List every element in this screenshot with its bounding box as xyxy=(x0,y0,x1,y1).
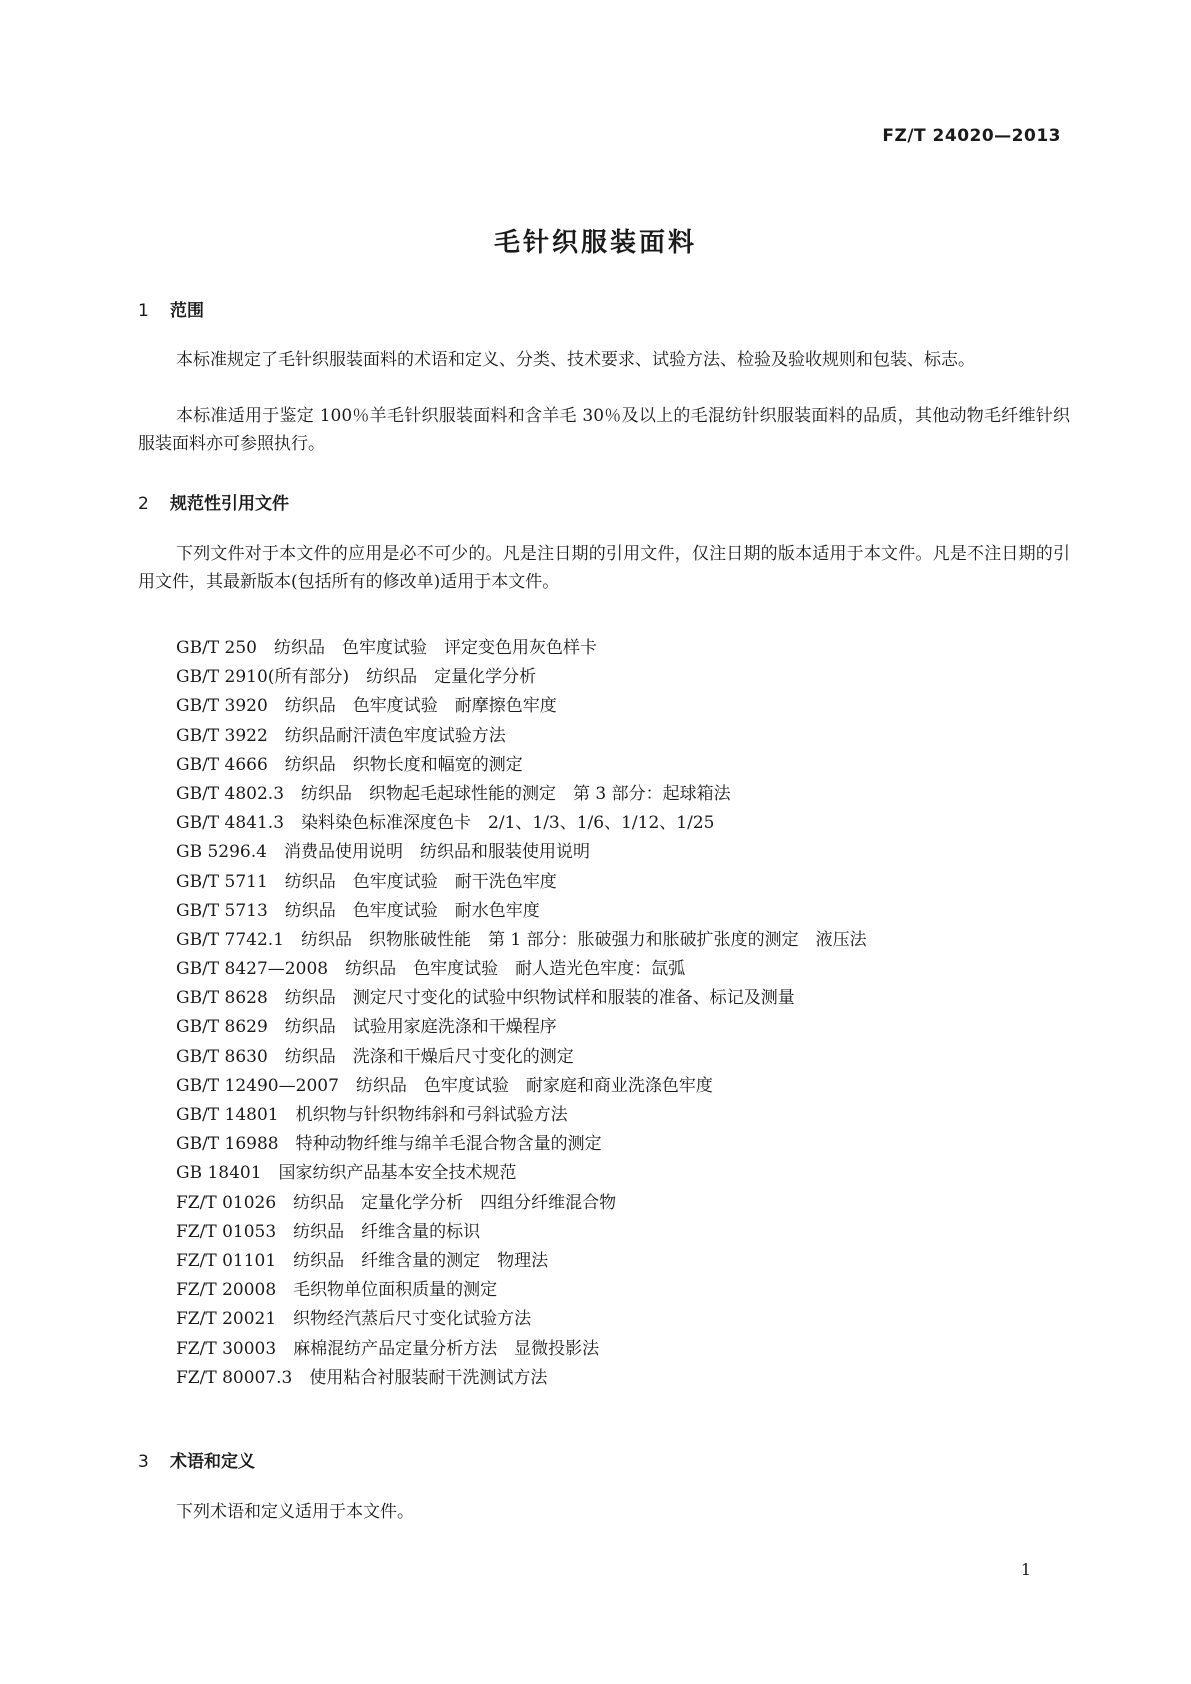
reference-item: GB/T 8628 纺织品 测定尺寸变化的试验中织物试样和服装的准备、标记及测量 xyxy=(176,988,795,1009)
page-number: 1 xyxy=(1020,1560,1031,1579)
section-3-heading xyxy=(138,1447,255,1472)
section-title: 术语和定义 xyxy=(170,1452,255,1472)
section-title: 规范性引用文件 xyxy=(170,494,289,514)
references-intro-paragraph: 下列文件对于本文件的应用是必不可少的。凡是注日期的引用文件，仅注日期的版本适用于本文件。凡是不注日期的引用文件，其最新版本(包括所有的修改单)适用于本文件。 xyxy=(138,544,1070,592)
reference-item: GB/T 4802.3 纺织品 织物起毛起球性能的测定 第 3 部分：起球箱法 xyxy=(176,783,731,804)
reference-item: FZ/T 30003 麻棉混纺产品定量分析方法 显微投影法 xyxy=(176,1338,600,1359)
reference-item: GB/T 7742.1 纺织品 织物胀破性能 第 1 部分：胀破强力和胀破扩张度的测定 液压法 xyxy=(176,929,867,950)
terms-intro-paragraph: 下列术语和定义适用于本文件。 xyxy=(176,1502,414,1522)
reference-item: GB/T 4666 纺织品 织物长度和幅宽的测定 xyxy=(176,754,523,775)
reference-item: FZ/T 80007.3 使用粘合衬服装耐干洗测试方法 xyxy=(176,1367,548,1388)
reference-item: GB/T 4841.3 染料染色标准深度色卡 2/1、1/3、1/6、1/12、1/25 xyxy=(176,813,715,834)
reference-item: GB/T 16988 特种动物纤维与绵羊毛混合物含量的测定 xyxy=(176,1134,602,1155)
reference-item: FZ/T 20021 织物经汽蒸后尺寸变化试验方法 xyxy=(176,1309,532,1330)
reference-item: GB/T 12490—2007 纺织品 色牢度试验 耐家庭和商业洗涤色牢度 xyxy=(176,1075,713,1096)
section-number: 2 xyxy=(138,494,149,514)
reference-item: GB/T 8630 纺织品 洗涤和干燥后尺寸变化的测定 xyxy=(176,1046,574,1067)
reference-item: GB 18401 国家纺织产品基本安全技术规范 xyxy=(176,1163,517,1184)
reference-item: GB 5296.4 消费品使用说明 纺织品和服装使用说明 xyxy=(176,842,590,863)
scope-paragraph-1: 本标准规定了毛针织服装面料的术语和定义、分类、技术要求、试验方法、检验及验收规则和包装、标志。 xyxy=(176,350,975,370)
section-2-heading xyxy=(138,489,289,514)
reference-item: FZ/T 20008 毛织物单位面积质量的测定 xyxy=(176,1280,498,1301)
reference-item: FZ/T 01101 纺织品 纤维含量的测定 物理法 xyxy=(176,1250,549,1271)
reference-item: GB/T 2910(所有部分) 纺织品 定量化学分析 xyxy=(176,667,537,688)
scope-paragraph-2: 本标准适用于鉴定 100％羊毛针织服装面料和含羊毛 30％及以上的毛混纺针织服装面料的品质，其他动物毛纤维针织服装面料亦可参照执行。 xyxy=(138,406,1070,454)
reference-item: GB/T 8427—2008 纺织品 色牢度试验 耐人造光色牢度：氙弧 xyxy=(176,959,686,980)
reference-item: GB/T 14801 机织物与针织物纬斜和弓斜试验方法 xyxy=(176,1105,568,1125)
section-number: 1 xyxy=(138,301,149,321)
reference-item: GB/T 250 纺织品 色牢度试验 评定变色用灰色样卡 xyxy=(176,638,597,658)
section-1-heading xyxy=(138,296,204,321)
reference-item: GB/T 3922 纺织品耐汗渍色牢度试验方法 xyxy=(176,725,506,746)
section-number: 3 xyxy=(138,1452,149,1472)
reference-item: GB/T 3920 纺织品 色牢度试验 耐摩擦色牢度 xyxy=(176,696,557,717)
reference-item: FZ/T 01053 纺织品 纤维含量的标识 xyxy=(176,1221,481,1242)
reference-item: FZ/T 01026 纺织品 定量化学分析 四组分纤维混合物 xyxy=(176,1192,617,1213)
document-title: 毛针织服装面料 xyxy=(493,228,697,258)
reference-item: GB/T 8629 纺织品 试验用家庭洗涤和干燥程序 xyxy=(176,1017,557,1038)
section-title: 范围 xyxy=(170,301,204,321)
reference-item: GB/T 5711 纺织品 色牢度试验 耐干洗色牢度 xyxy=(176,871,557,892)
normative-references-list xyxy=(176,634,867,1393)
reference-item: GB/T 5713 纺织品 色牢度试验 耐水色牢度 xyxy=(176,900,540,921)
standard-code: FZ/T 24020—2013 xyxy=(882,126,1061,146)
